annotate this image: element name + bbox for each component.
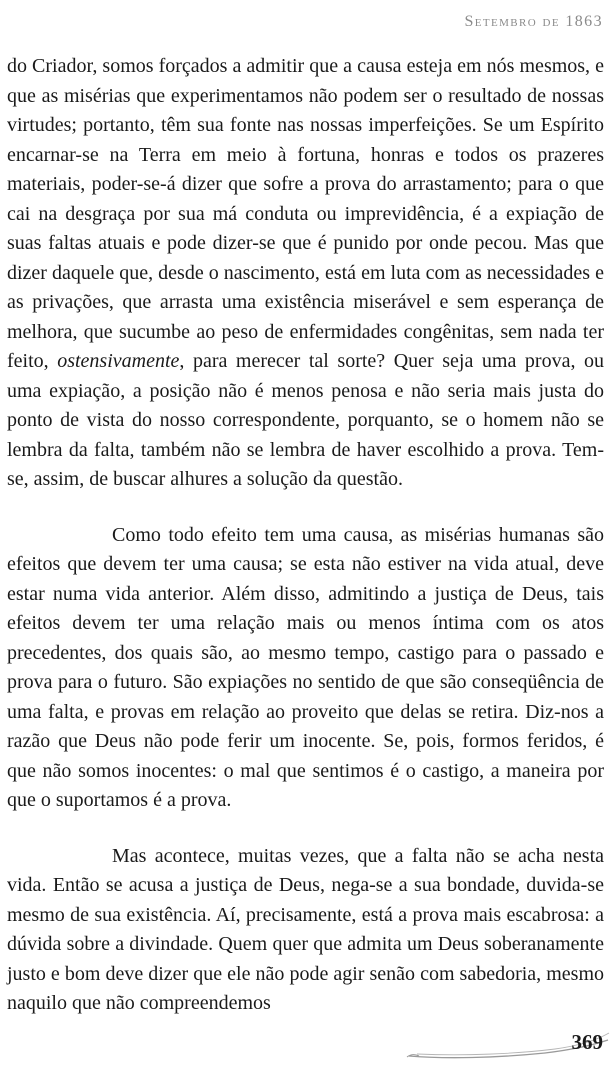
body-text: [7, 52, 604, 1019]
emphasis-ostensivamente: ostensivamente: [57, 350, 180, 372]
paragraph-1-before: do Criador, somos forçados a admitir que a causa esteja em nós mesmos, e que as misérias que experimentamos não podem ser o resultado de nossas virtudes; portanto, têm sua fonte nas nossas imperfeições. Se um Espírito encarnar-se na Terra em meio à fortuna, honras e todos os prazeres materiais, poder-se-á dizer que sofre a prova do arrastamento; para o que cai na desgraça por sua má conduta ou imprevidência, é a expiação de suas faltas atuais e pode dizer-se que é punido por onde pecou. Mas que dizer daquele que, desde o nascimento, está em luta com as necessidades e as privações, que arrasta uma existência miserável e sem esperança de melhora, que sucumbe ao peso de enfermidades congênitas, sem nada ter feito,: [7, 55, 604, 372]
page-number: 369: [571, 1030, 603, 1054]
paragraph-1: [7, 52, 604, 495]
paragraph-1-after: , para merecer tal sorte? Quer seja uma prova, ou uma expiação, a posição não é menos penosa e não seria mais justa do ponto de vista do nosso correspondente, porquanto, se o homem não se lembra da falta, também não se lembra de haver escolhido a prova. Tem-se, assim, de buscar alhures a solução da questão.: [7, 350, 605, 490]
paragraph-2: Como todo efeito tem uma causa, as misérias humanas são efeitos que devem ter uma causa; se esta não estiver na vida atual, deve estar numa vida anterior. Além disso, admitindo a justiça de Deus, tais efeitos devem ter uma relação mais ou menos íntima com os atos precedentes, dos quais são, ao mesmo tempo, castigo para o passado e prova para o futuro. São expiações no sentido de que são conseqüência de uma falta, e provas em relação ao proveito que delas se retira. Diz-nos a razão que Deus não pode ferir um inocente. Se, pois, formos feridos, é que não somos inocentes: o mal que sentimos é o castigo, a maneira por que o suportamos é a prova.: [7, 523, 604, 811]
paragraph-3: Mas acontece, muitas vezes, que a falta não se acha nesta vida. Então se acusa a justiça de Deus, nega-se a sua bondade, duvida-se mesmo de sua existência. Aí, precisamente, está a prova mais escabrosa: a dúvida sobre a divindade. Quem quer que admita um Deus soberanamente justo e bom deve dizer que ele não pode agir senão com sabedoria, mesmo naquilo que não compreendemos: [7, 844, 604, 1014]
running-header: Setembro de 1863: [464, 13, 603, 30]
